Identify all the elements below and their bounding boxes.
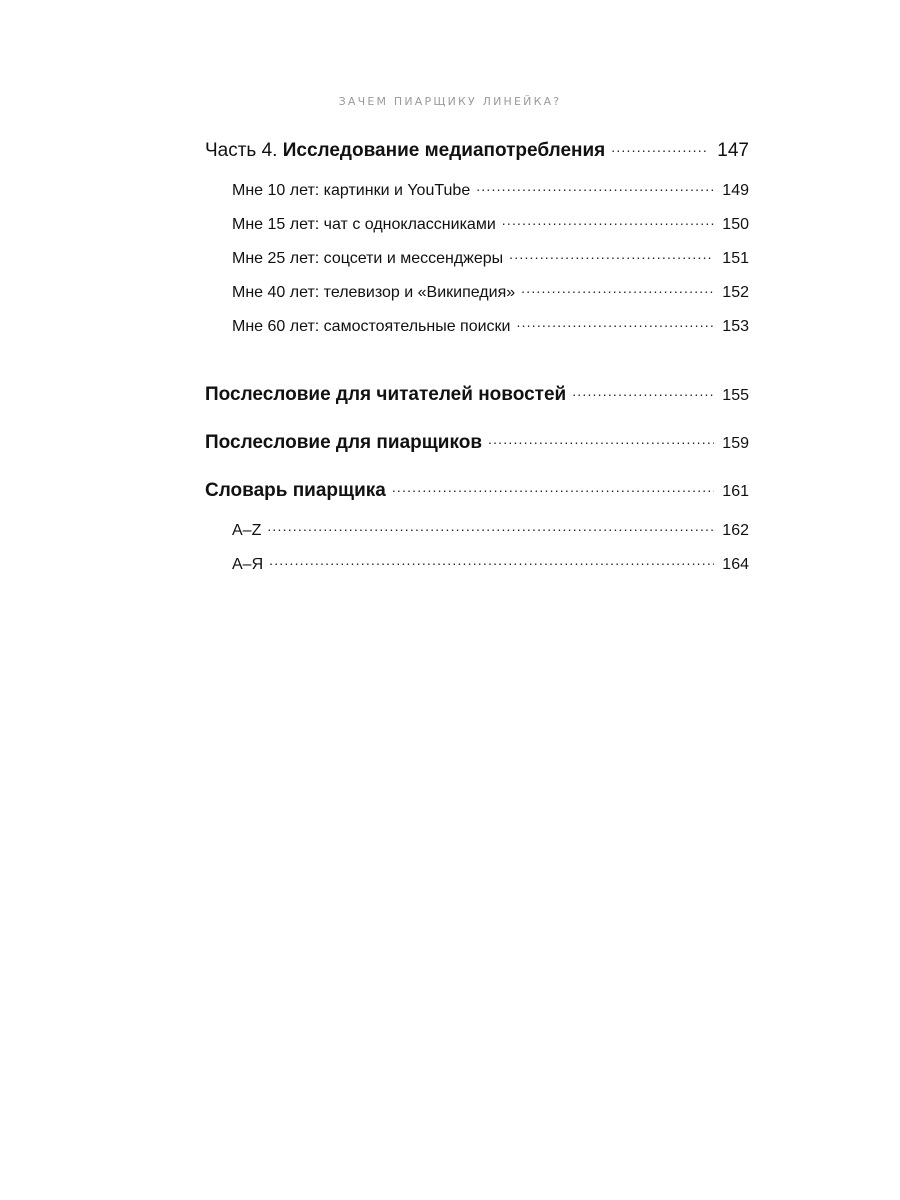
toc-entry-label: Послесловие для пиарщиков: [205, 432, 482, 453]
dot-leader: [502, 213, 715, 229]
toc-entry-label: Мне 10 лет: картинки и YouTube: [232, 182, 471, 199]
dot-leader: [476, 179, 714, 195]
toc-entry-label: [205, 140, 605, 162]
toc-entry-label: Послесловие для читателей новостей: [205, 384, 567, 405]
toc-sub-entry[interactable]: [232, 213, 749, 234]
page-number: 155: [722, 387, 749, 404]
toc-sub-entry[interactable]: [232, 247, 749, 268]
page-number: 151: [722, 250, 749, 267]
page-number: 152: [722, 284, 749, 301]
dot-leader: [521, 281, 714, 297]
page-number: 161: [722, 483, 749, 500]
toc-entry-part-4[interactable]: [205, 140, 749, 162]
toc-entry-afterword-readers[interactable]: [205, 384, 749, 406]
dot-leader: [267, 519, 714, 535]
dot-leader: [611, 140, 709, 156]
page-number: 153: [722, 318, 749, 335]
toc-entry-label: Мне 25 лет: соцсети и мессенджеры: [232, 250, 504, 267]
page-number: 162: [722, 522, 749, 539]
page-number: 159: [722, 435, 749, 452]
part-title: Исследование медиапотребления: [282, 140, 606, 161]
page-number: 164: [722, 556, 749, 573]
page-number: 150: [722, 216, 749, 233]
toc-entry-dictionary[interactable]: [205, 480, 749, 502]
toc-entry-label: Мне 60 лет: самостоятельные поиски: [232, 318, 511, 335]
toc-entry-label: А–Я: [232, 556, 264, 573]
toc-entry-label: Мне 15 лет: чат с одноклассниками: [232, 216, 496, 233]
running-header: ЗАЧЕМ ПИАРЩИКУ ЛИНЕЙКА?: [338, 95, 562, 108]
toc-sub-entry[interactable]: [232, 315, 749, 336]
dot-leader: [392, 480, 714, 496]
part-prefix: Часть 4.: [205, 140, 278, 161]
toc-entry-afterword-pr[interactable]: [205, 432, 749, 454]
toc-sub-entry[interactable]: [232, 519, 749, 540]
dot-leader: [269, 553, 714, 569]
page-number: 147: [717, 140, 749, 161]
dot-leader: [516, 315, 714, 331]
dot-leader: [488, 432, 714, 448]
dot-leader: [509, 247, 714, 263]
toc-sub-entry[interactable]: [232, 179, 749, 200]
toc-entry-label: A–Z: [232, 522, 262, 539]
toc-sub-entry[interactable]: [232, 553, 749, 574]
dot-leader: [572, 384, 714, 400]
toc-sub-entry[interactable]: [232, 281, 749, 302]
toc-entry-label: Словарь пиарщика: [205, 480, 386, 501]
page-number: 149: [722, 182, 749, 199]
toc-entry-label: Мне 40 лет: телевизор и «Википедия»: [232, 284, 516, 301]
